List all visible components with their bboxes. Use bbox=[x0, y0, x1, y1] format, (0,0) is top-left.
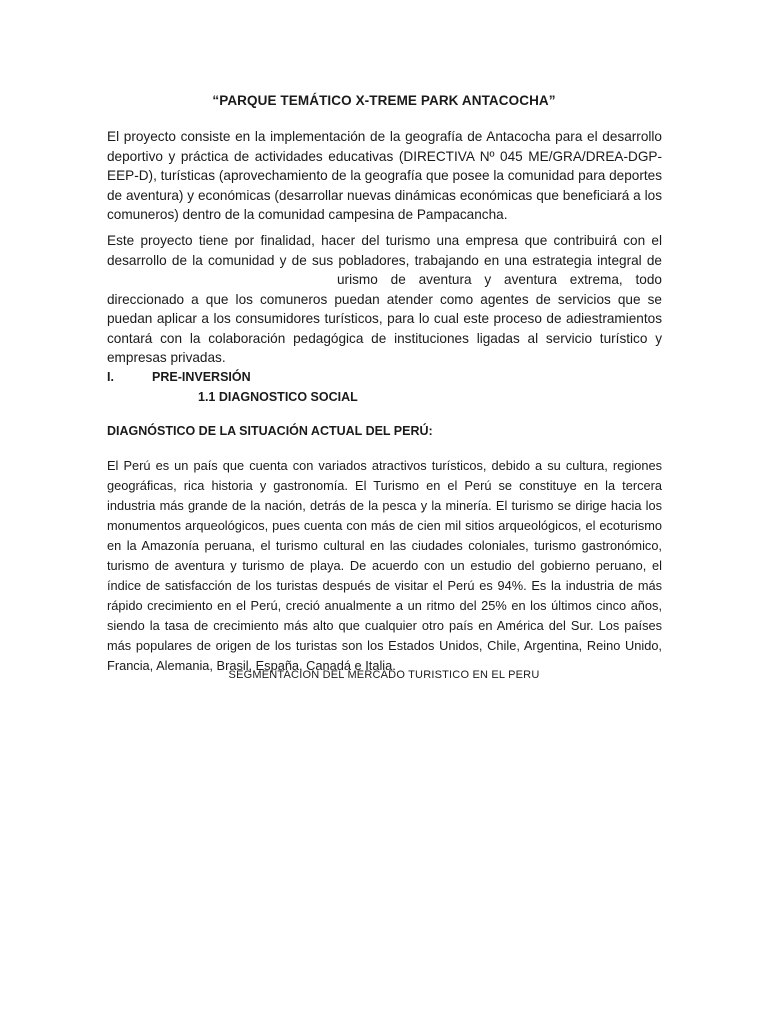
section-number: I. bbox=[107, 370, 114, 384]
section-heading bbox=[107, 370, 251, 384]
purpose-paragraph bbox=[107, 231, 662, 368]
intro-paragraph: El proyecto consiste en la implementación de la geografía de Antacocha para el desarrollo deportivo y práctica de actividades educativas (DIRECTIVA Nº 045 ME/GRA/DREA-DGP-EEP-D), turísticas (aprovechamiento de la geografía que posee la comunidad para deportes de aventura) y económicas (desarrollar nuevas dinámicas económicas que beneficiará a los comuneros) dentro de la comunidad campesina de Pampacancha. bbox=[107, 129, 662, 222]
document-title: “PARQUE TEMÁTICO X-TREME PARK ANTACOCHA” bbox=[212, 93, 556, 108]
purpose-line-1: Este proyecto tiene por finalidad, hacer del turismo una empresa que contribuirá con el bbox=[107, 233, 662, 248]
purpose-line-2: desarrollo de la comunidad y de sus pobladores, trabajando en una estrategia integral de bbox=[107, 252, 662, 268]
purpose-line-3: urismo de aventura y aventura extrema, todo bbox=[337, 272, 662, 287]
purpose-rest: direccionado a que los comuneros puedan atender como agentes de servicios que se puedan aplicar a los consumidores turísticos, para lo cual este proceso de adiestramientos contará con la colaboración pedagógica de instituciones ligadas al servicio turístico y empresas privadas. bbox=[107, 291, 662, 365]
subsection-heading: 1.1 DIAGNOSTICO SOCIAL bbox=[198, 390, 358, 404]
diagnosis-paragraph: El Perú es un país que cuenta con variados atractivos turísticos, debido a su cultura, regiones geográficas, rica historia y gastronomía. El Turismo en el Perú se constituye en la tercera industria más grande de la nación, detrás de la pesca y la minería. El turismo se dirige hacia los monumentos arqueológicos, pues cuenta con más de cien mil sitios arqueológicos, el ecoturismo en la Amazonía peruana, el turismo cultural en las ciudades coloniales, turismo gastronómico, turismo de aventura y turismo de playa. De acuerdo con un estudio del gobierno peruano, el índice de satisfacción de los turistas después de visitar el Perú es 94%. Es la industria de más rápido crecimiento en el Perú, creció anualmente a un ritmo del 25% en los últimos cinco años, siendo la tasa de crecimiento más alto que cualquier otro país en América del Sur. Los países más populares de origen de los turistas son los Estados Unidos, Chile, Argentina, Reino Unido, Francia, Alemania, Brasil, España, Canadá e Italia. bbox=[107, 458, 662, 673]
diagnosis-heading: DIAGNÓSTICO DE LA SITUACIÓN ACTUAL DEL PERÚ: bbox=[107, 424, 433, 438]
figure-caption: SEGMENTACION DEL MERCADO TURISTICO EN EL PERU bbox=[228, 669, 540, 681]
section-title: PRE-INVERSIÓN bbox=[152, 370, 251, 384]
